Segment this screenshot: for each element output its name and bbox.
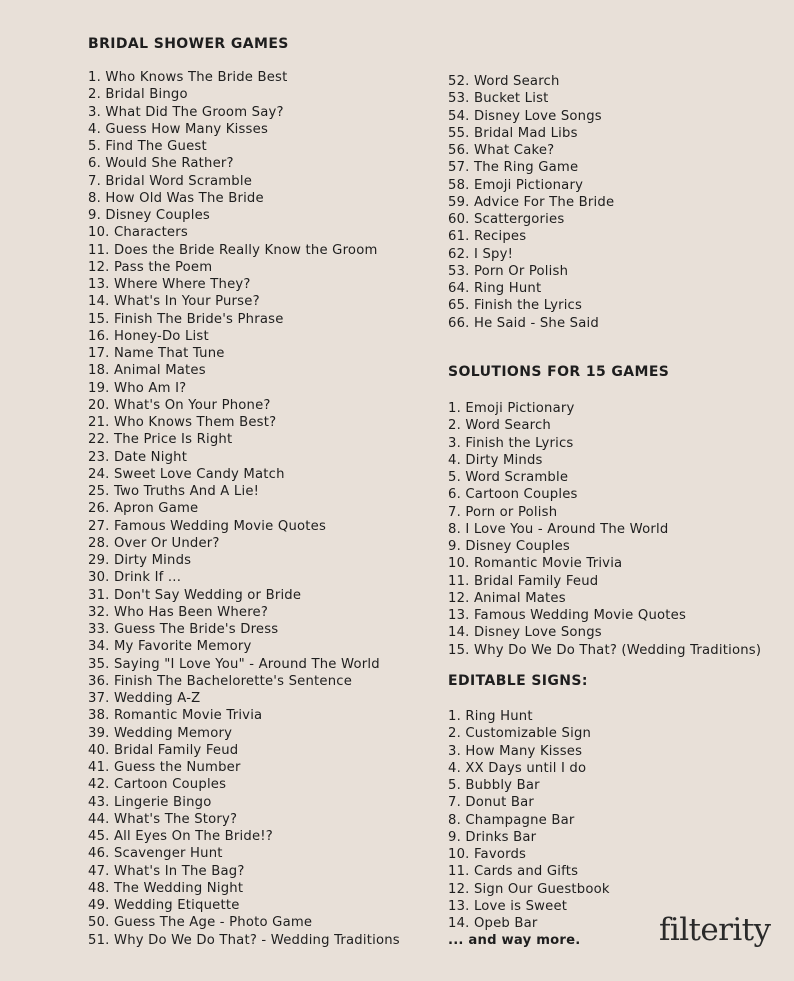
- game-list-item: 49. Wedding Etiquette: [88, 898, 240, 913]
- solution-list-item: 3. Finish the Lyrics: [448, 435, 574, 451]
- game-list-item: 20. What's On Your Phone?: [88, 397, 271, 413]
- game-list-item: 57. The Ring Game: [448, 160, 579, 176]
- game-list-item: 38. Romantic Movie Trivia: [88, 708, 263, 724]
- game-list-item: 45. All Eyes On The Bride!?: [88, 829, 273, 844]
- game-list-item: 53. Bucket List: [448, 91, 549, 107]
- game-list-item: 9. Disney Couples: [88, 208, 210, 223]
- solution-list-item: 5. Word Scramble: [448, 470, 569, 485]
- game-list-item: 59. Advice For The Bride: [448, 194, 615, 210]
- game-list-item: 65. Finish the Lyrics: [448, 298, 583, 314]
- signs-list: [448, 708, 610, 950]
- solution-list-item: 4. Dirty Minds: [448, 452, 543, 468]
- game-list-item: 21. Who Knows Them Best?: [88, 415, 277, 430]
- sign-list-item: 1. Ring Hunt: [448, 709, 533, 724]
- game-list-item: 4. Guess How Many Kisses: [88, 121, 269, 137]
- sign-list-item: 8. Champagne Bar: [448, 812, 575, 828]
- game-list-item: 5. Find The Guest: [88, 139, 207, 154]
- game-list-item: 17. Name That Tune: [88, 346, 225, 361]
- game-list-item: 50. Guess The Age - Photo Game: [88, 915, 313, 931]
- signs-heading: EDITABLE SIGNS:: [448, 673, 588, 689]
- sign-list-item: 4. XX Days until I do: [448, 760, 587, 776]
- solution-list-item: 12. Animal Mates: [448, 590, 566, 606]
- sign-list-item: 5. Bubbly Bar: [448, 778, 540, 793]
- solution-list-item: 14. Disney Love Songs: [448, 625, 602, 641]
- game-list-item: 33. Guess The Bride's Dress: [88, 622, 279, 637]
- game-list-item: 37. Wedding A-Z: [88, 691, 201, 706]
- game-list-item: 7. Bridal Word Scramble: [88, 173, 253, 189]
- game-list-item: 62. I Spy!: [448, 246, 514, 262]
- game-list-item: 11. Does the Bride Really Know the Groom: [88, 242, 378, 258]
- game-list-item: 13. Where Where They?: [88, 277, 251, 292]
- solution-list-item: 10. Romantic Movie Trivia: [448, 556, 623, 572]
- game-list-item: 22. The Price Is Right: [88, 432, 233, 448]
- game-list-item: 2. Bridal Bingo: [88, 87, 188, 103]
- solution-list-item: 15. Why Do We Do That? (Wedding Traditions): [448, 642, 762, 658]
- sign-list-item: 14. Opeb Bar: [448, 916, 538, 931]
- game-list-item: 55. Bridal Mad Libs: [448, 125, 578, 141]
- sign-list-item: 13. Love is Sweet: [448, 898, 568, 914]
- games-list-column-1: [88, 69, 400, 949]
- game-list-item: 61. Recipes: [448, 229, 527, 245]
- game-list-item: 3. What Did The Groom Say?: [88, 104, 284, 120]
- solution-list-item: 6. Cartoon Couples: [448, 487, 578, 503]
- solution-list-item: 7. Porn or Polish: [448, 504, 558, 520]
- game-list-item: 35. Saying "I Love You" - Around The World: [88, 656, 380, 672]
- game-list-item: 27. Famous Wedding Movie Quotes: [88, 518, 327, 534]
- game-list-item: 30. Drink If ...: [88, 570, 182, 586]
- game-list-item: 48. The Wedding Night: [88, 880, 244, 896]
- sign-list-item: 12. Sign Our Guestbook: [448, 881, 610, 897]
- game-list-item: 15. Finish The Bride's Phrase: [88, 311, 284, 327]
- game-list-item: 51. Why Do We Do That? - Wedding Traditions: [88, 932, 400, 948]
- game-list-item: 60. Scattergories: [448, 212, 565, 227]
- sign-list-item: 3. How Many Kisses: [448, 743, 583, 759]
- game-list-item: 58. Emoji Pictionary: [448, 177, 584, 193]
- games-heading: BRIDAL SHOWER GAMES: [88, 36, 289, 52]
- solutions-heading: SOLUTIONS FOR 15 GAMES: [448, 364, 670, 380]
- game-list-item: 36. Finish The Bachelorette's Sentence: [88, 673, 353, 689]
- game-list-item: 23. Date Night: [88, 449, 188, 465]
- game-list-item: 31. Don't Say Wedding or Bride: [88, 587, 302, 603]
- game-list-item: 16. Honey-Do List: [88, 328, 209, 344]
- solution-list-item: 2. Word Search: [448, 418, 551, 434]
- game-list-item: 12. Pass the Poem: [88, 259, 213, 275]
- game-list-item: 6. Would She Rather?: [88, 156, 234, 172]
- game-list-item: 64. Ring Hunt: [448, 281, 542, 296]
- solution-list-item: 8. I Love You - Around The World: [448, 521, 669, 537]
- sign-list-item: 9. Drinks Bar: [448, 829, 537, 845]
- game-list-item: 56. What Cake?: [448, 143, 555, 158]
- brand-logo: filterity: [659, 912, 771, 948]
- game-list-item: 10. Characters: [88, 225, 188, 241]
- game-list-item: 29. Dirty Minds: [88, 553, 192, 568]
- game-list-item: 53. Porn Or Polish: [448, 263, 569, 279]
- game-list-item: 43. Lingerie Bingo: [88, 794, 212, 810]
- game-list-item: 54. Disney Love Songs: [448, 108, 602, 124]
- game-list-item: 39. Wedding Memory: [88, 725, 233, 741]
- game-list-item: 1. Who Knows The Bride Best: [88, 70, 288, 85]
- game-list-item: 46. Scavenger Hunt: [88, 846, 223, 862]
- game-list-item: 19. Who Am I?: [88, 380, 187, 396]
- game-list-item: 26. Apron Game: [88, 501, 199, 517]
- game-list-item: 41. Guess the Number: [88, 760, 241, 775]
- game-list-item: 24. Sweet Love Candy Match: [88, 466, 285, 482]
- sign-list-item: 2. Customizable Sign: [448, 726, 592, 742]
- solutions-list: [448, 400, 761, 659]
- sign-list-item: 10. Favords: [448, 847, 527, 862]
- solution-list-item: 9. Disney Couples: [448, 539, 570, 554]
- games-list-column-2: [448, 73, 614, 332]
- game-list-item: 34. My Favorite Memory: [88, 639, 252, 655]
- game-list-item: 8. How Old Was The Bride: [88, 190, 264, 206]
- game-list-item: 14. What's In Your Purse?: [88, 294, 260, 310]
- game-list-item: 42. Cartoon Couples: [88, 777, 227, 793]
- solution-list-item: 1. Emoji Pictionary: [448, 401, 575, 416]
- sign-list-item: 7. Donut Bar: [448, 795, 535, 811]
- game-list-item: 66. He Said - She Said: [448, 315, 599, 331]
- more-signs-note: ... and way more.: [448, 933, 581, 949]
- game-list-item: 28. Over Or Under?: [88, 535, 220, 551]
- game-list-item: 25. Two Truths And A Lie!: [88, 484, 260, 499]
- sign-list-item: 11. Cards and Gifts: [448, 864, 579, 880]
- solution-list-item: 13. Famous Wedding Movie Quotes: [448, 608, 687, 623]
- game-list-item: 44. What's The Story?: [88, 811, 238, 827]
- solution-list-item: 11. Bridal Family Feud: [448, 573, 599, 589]
- game-list-item: 40. Bridal Family Feud: [88, 742, 239, 758]
- game-list-item: 47. What's In The Bag?: [88, 863, 245, 879]
- game-list-item: 52. Word Search: [448, 74, 560, 89]
- game-list-item: 18. Animal Mates: [88, 363, 206, 379]
- game-list-item: 32. Who Has Been Where?: [88, 604, 269, 620]
